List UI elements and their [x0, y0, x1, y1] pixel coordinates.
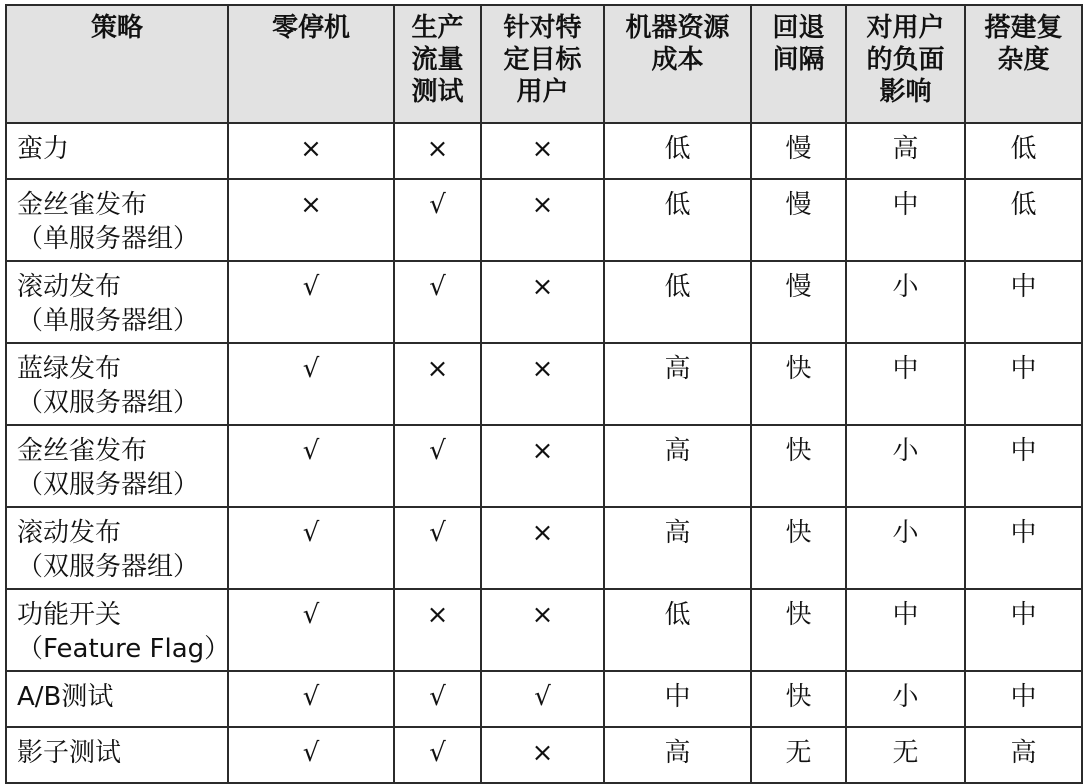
- header-text: 间隔: [772, 45, 825, 75]
- zero-downtime-cell: √: [228, 727, 394, 783]
- header-production-traffic-test: [394, 5, 481, 123]
- zero-downtime-cell: √: [228, 343, 394, 425]
- target-users-cell: ×: [481, 589, 604, 671]
- prod-traffic-test-cell: ×: [394, 343, 481, 425]
- complexity-cell: 低: [965, 123, 1082, 179]
- header-text: 流量: [411, 45, 464, 75]
- rollback-cell: 快: [751, 425, 846, 507]
- strategy-cell: [6, 671, 228, 727]
- prod-traffic-test-cell: √: [394, 727, 481, 783]
- target-users-cell: ×: [481, 507, 604, 589]
- header-setup-complexity: [965, 5, 1082, 123]
- header-text: 杂度: [997, 45, 1050, 75]
- header-text: 对用户: [866, 13, 945, 43]
- complexity-cell: 高: [965, 727, 1082, 783]
- machine-cost-cell: 低: [604, 261, 751, 343]
- table-row: [6, 671, 1082, 727]
- strategy-cell: [6, 261, 228, 343]
- header-target-users: [481, 5, 604, 123]
- prod-traffic-test-cell: ×: [394, 123, 481, 179]
- rollback-cell: 快: [751, 671, 846, 727]
- strategy-name: 蛮力: [17, 134, 70, 164]
- header-text: 用户: [516, 77, 569, 107]
- strategy-name: 功能开关: [17, 600, 122, 630]
- target-users-cell: ×: [481, 123, 604, 179]
- header-text: 定目标: [503, 45, 582, 75]
- deployment-strategy-table: [5, 4, 1083, 784]
- prod-traffic-test-cell: √: [394, 179, 481, 261]
- machine-cost-cell: 高: [604, 507, 751, 589]
- complexity-cell: 中: [965, 261, 1082, 343]
- rollback-cell: 无: [751, 727, 846, 783]
- prod-traffic-test-cell: √: [394, 507, 481, 589]
- header-text: 测试: [411, 77, 464, 107]
- strategy-subtitle: （单服务器组）: [17, 306, 200, 336]
- header-strategy: [6, 5, 228, 123]
- strategy-cell: [6, 123, 228, 179]
- header-text: 生产: [411, 13, 464, 43]
- complexity-cell: 低: [965, 179, 1082, 261]
- header-text: 零停机: [271, 13, 350, 43]
- zero-downtime-cell: ×: [228, 179, 394, 261]
- table-row: [6, 507, 1082, 589]
- table-row: [6, 425, 1082, 507]
- zero-downtime-cell: √: [228, 671, 394, 727]
- zero-downtime-cell: √: [228, 425, 394, 507]
- header-text: 影响: [879, 77, 932, 107]
- header-text: 策略: [90, 13, 143, 43]
- machine-cost-cell: 高: [604, 343, 751, 425]
- zero-downtime-cell: ×: [228, 123, 394, 179]
- zero-downtime-cell: √: [228, 261, 394, 343]
- negative-impact-cell: 小: [846, 261, 965, 343]
- target-users-cell: ×: [481, 727, 604, 783]
- strategy-subtitle: （单服务器组）: [17, 224, 200, 254]
- strategy-name: 影子测试: [17, 738, 122, 768]
- table-row: [6, 261, 1082, 343]
- header-text: 针对特: [503, 13, 582, 43]
- machine-cost-cell: 中: [604, 671, 751, 727]
- prod-traffic-test-cell: √: [394, 261, 481, 343]
- rollback-cell: 快: [751, 507, 846, 589]
- header-text: 搭建复: [984, 13, 1063, 43]
- negative-impact-cell: 中: [846, 589, 965, 671]
- target-users-cell: ×: [481, 261, 604, 343]
- table-row: [6, 589, 1082, 671]
- strategy-subtitle: （双服务器组）: [17, 388, 200, 418]
- target-users-cell: ×: [481, 425, 604, 507]
- strategy-cell: [6, 589, 231, 671]
- strategy-name: 滚动发布: [17, 518, 122, 548]
- strategy-cell: [6, 343, 228, 425]
- strategy-subtitle: （Feature Flag）: [17, 634, 231, 664]
- header-text: 回退: [772, 13, 825, 43]
- target-users-cell: ×: [481, 179, 604, 261]
- rollback-cell: 慢: [751, 179, 846, 261]
- strategy-name: 滚动发布: [17, 272, 122, 302]
- prod-traffic-test-cell: √: [394, 425, 481, 507]
- strategy-subtitle: （双服务器组）: [17, 552, 200, 582]
- header-text: 成本: [651, 45, 704, 75]
- negative-impact-cell: 中: [846, 343, 965, 425]
- header-row: [6, 5, 1082, 123]
- header-machine-cost: [604, 5, 751, 123]
- machine-cost-cell: 低: [604, 589, 751, 671]
- table-row: [6, 179, 1082, 261]
- complexity-cell: 中: [965, 425, 1082, 507]
- prod-traffic-test-cell: ×: [394, 589, 481, 671]
- strategy-name: 蓝绿发布: [17, 354, 122, 384]
- machine-cost-cell: 高: [604, 727, 751, 783]
- negative-impact-cell: 小: [846, 425, 965, 507]
- complexity-cell: 中: [965, 671, 1082, 727]
- strategy-name: 金丝雀发布: [17, 190, 148, 220]
- header-text: 的负面: [866, 45, 945, 75]
- table-row: [6, 343, 1082, 425]
- machine-cost-cell: 高: [604, 425, 751, 507]
- negative-impact-cell: 中: [846, 179, 965, 261]
- rollback-cell: 慢: [751, 261, 846, 343]
- machine-cost-cell: 低: [604, 123, 751, 179]
- negative-impact-cell: 小: [846, 507, 965, 589]
- rollback-cell: 慢: [751, 123, 846, 179]
- negative-impact-cell: 小: [846, 671, 965, 727]
- header-rollback-interval: [751, 5, 846, 123]
- zero-downtime-cell: √: [228, 589, 394, 671]
- strategy-cell: [6, 507, 228, 589]
- target-users-cell: √: [481, 671, 604, 727]
- zero-downtime-cell: √: [228, 507, 394, 589]
- header-text: 机器资源: [625, 13, 730, 43]
- negative-impact-cell: 高: [846, 123, 965, 179]
- machine-cost-cell: 低: [604, 179, 751, 261]
- complexity-cell: 中: [965, 343, 1082, 425]
- complexity-cell: 中: [965, 589, 1082, 671]
- rollback-cell: 快: [751, 589, 846, 671]
- strategy-name: A/B测试: [17, 682, 114, 712]
- strategy-subtitle: （双服务器组）: [17, 470, 200, 500]
- complexity-cell: 中: [965, 507, 1082, 589]
- rollback-cell: 快: [751, 343, 846, 425]
- table-row: [6, 727, 1082, 783]
- prod-traffic-test-cell: √: [394, 671, 481, 727]
- strategy-cell: [6, 727, 228, 783]
- strategy-name: 金丝雀发布: [17, 436, 148, 466]
- header-zero-downtime: [228, 5, 394, 123]
- table-row: [6, 123, 1082, 179]
- strategy-cell: [6, 425, 228, 507]
- strategy-cell: [6, 179, 228, 261]
- target-users-cell: ×: [481, 343, 604, 425]
- header-negative-impact: [846, 5, 965, 123]
- negative-impact-cell: 无: [846, 727, 965, 783]
